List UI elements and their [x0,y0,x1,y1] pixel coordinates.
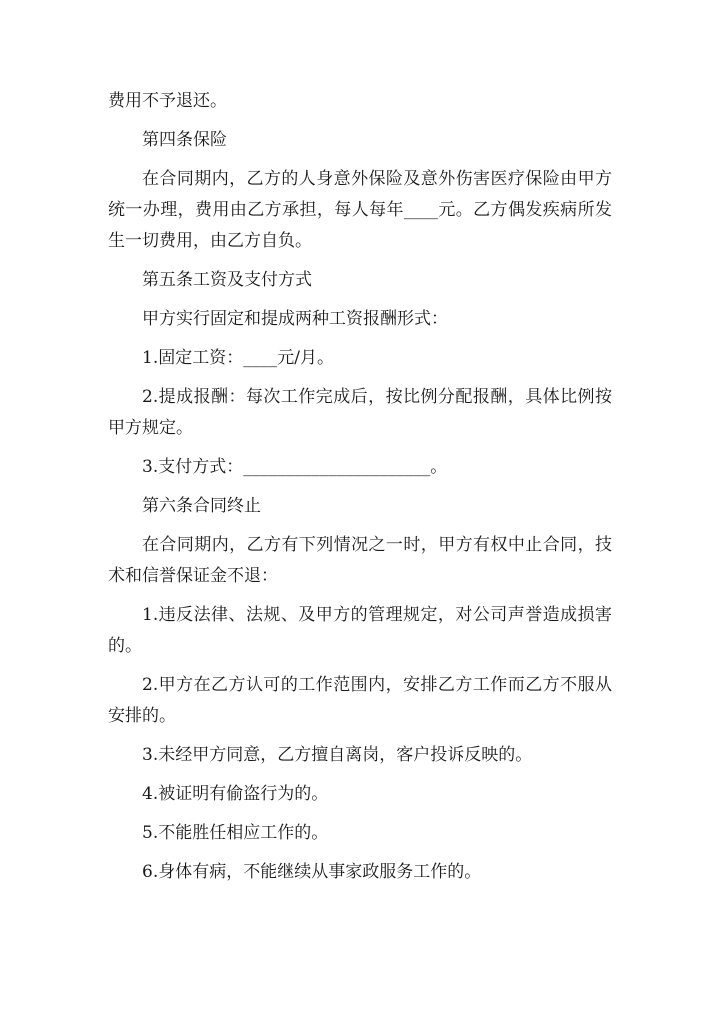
article-6-item-2: 2.甲方在乙方认可的工作范围内，安排乙方工作而乙方不服从安排的。 [108,675,612,726]
article-6-intro: 在合同期内，乙方有下列情况之一时，甲方有权中止合同，技术和信誉保证金不退： [108,535,612,586]
article-4-heading: 第四条保险 [142,130,227,150]
article-6-item-4: 4.被证明有偷盗行为的。 [142,784,329,804]
article-5-item-3: 3.支付方式：______________________。 [142,457,448,477]
article-4-body: 在合同期内，乙方的人身意外保险及意外伤害医疗保险由甲方统一办理，费用由乙方承担，每人每年____元。乙方偶发疾病所发生一切费用，由乙方自负。 [108,169,612,251]
paragraph-continuation: 费用不予退还。 [108,91,227,111]
article-6-item-5: 5.不能胜任相应工作的。 [142,823,329,843]
article-6-item-1: 1.违反法律、法规、及甲方的管理规定，对公司声誉造成损害的。 [108,605,612,656]
article-6-item-6: 6.身体有病，不能继续从事家政服务工作的。 [142,862,482,882]
article-6-heading: 第六条合同终止 [142,496,261,516]
article-6-item-3: 3.未经甲方同意，乙方擅自离岗，客户投诉反映的。 [142,745,533,765]
article-5-item-2: 2.提成报酬：每次工作完成后，按比例分配报酬，具体比例按甲方规定。 [108,387,612,438]
article-5-intro: 甲方实行固定和提成两种工资报酬形式： [142,309,448,329]
article-5-item-1: 1.固定工资：____元/月。 [142,348,334,368]
article-5-heading: 第五条工资及支付方式 [142,270,312,290]
document-body [108,86,612,896]
